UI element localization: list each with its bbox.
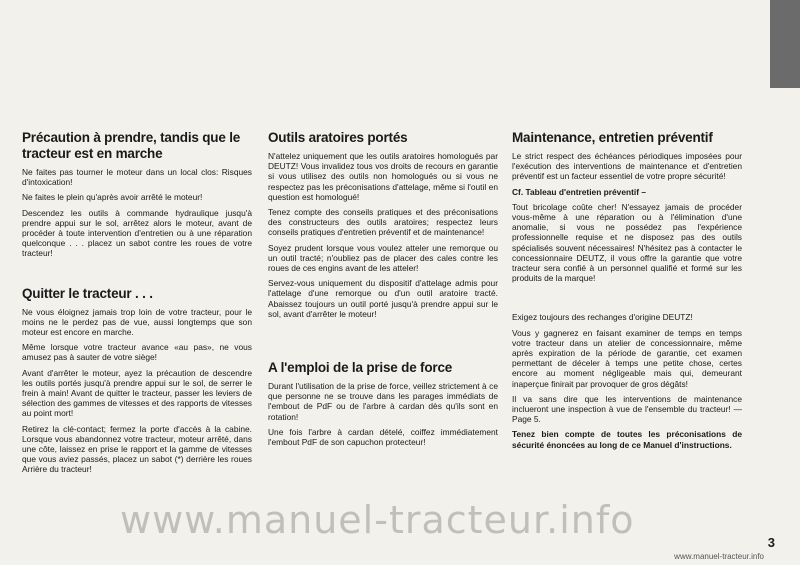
paragraph: Même lorsque votre tracteur avance «au pas», ne vous amusez pas à sauter de votre siège! bbox=[22, 342, 252, 363]
page-number: 3 bbox=[767, 535, 775, 550]
paragraph: Tenez compte des conseils pratiques et des préconisations des constructeurs des outils aratoires; respectez leurs conseils pratiques d'entretien préventif et de maintenance! bbox=[268, 207, 498, 238]
paragraph: Servez-vous uniquement du dispositif d'attelage admis pour l'attelage d'une remorque ou d'un outil aratoire tracté. Abaissez toujours un outil porté jusqu'à prendre appui sur le sol, avant d'arrêter le moteur! bbox=[268, 278, 498, 319]
reference-note: Cf. Tableau d'entretien préventif – bbox=[512, 186, 646, 197]
column-left bbox=[22, 130, 252, 480]
column-right bbox=[512, 130, 742, 455]
paragraph: Le strict respect des échéances périodiques imposées pour l'exécution des interventions de maintenance et d'entretien préventif est un facteur essentiel de votre propre sécurité! bbox=[512, 151, 742, 182]
paragraph: Retirez la clé-contact; fermez la porte d'accès à la cabine. Lorsque vous abandonnez votre tracteur, moteur arrêté, dans une côte, laissez en prise le rapport et la gamme de vitesses que vous aviez passés, placez un sabot (*) derrière les roues Arrière du tracteur! bbox=[22, 423, 252, 475]
paragraph: Il va sans dire que les interventions de maintenance inclueront une inspection à vue de l'ensemble du tracteur! — Page 5. bbox=[512, 393, 742, 425]
page-tab-marker bbox=[770, 0, 800, 88]
paragraph: Une fois l'arbre à cardan dételé, coiffez immédiatement l'embout PdF de son capuchon protecteur! bbox=[268, 426, 498, 448]
closing-note: Tenez bien compte de toutes les préconisations de sécurité énoncées au long de ce Manuel d'instructions. bbox=[512, 429, 742, 450]
paragraph: Vous y gagnerez en faisant examiner de temps en temps votre tracteur dans un atelier de concessionnaire, même après expiration de la période de garantie, cet examen permettant de déceler à temps une petite chose, certes encore au moment négligeable mais qui, demeurant inaperçue finirait par provoquer de gros dégâts! bbox=[512, 327, 742, 389]
column-middle bbox=[268, 130, 498, 452]
heading-prise-de-force: A l'emploi de la prise de force bbox=[268, 360, 453, 376]
heading-quitter: Quitter le tracteur . . . bbox=[22, 285, 153, 301]
paragraph: Avant d'arrêter le moteur, ayez la précaution de descendre les outils portés jusqu'à prendre appui sur le sol, de serrer le frein à main! Avant de quitter le tracteur, passer les leviers de sélection des gammes de vitesses et des rapports de vitesses au point mort! bbox=[22, 367, 252, 419]
paragraph: Exigez toujours des rechanges d'origine DEUTZ! bbox=[512, 312, 693, 323]
paragraph: Descendez les outils à commande hydraulique jusqu'à prendre appui sur le sol, arrêtez alors le moteur, avant de procéder à toute intervention d'entretien ou à une réparation quelconque . . . placez un sabot contre les roues de votre tracteur! bbox=[22, 207, 252, 259]
paragraph: Ne faites le plein qu'après avoir arrêté le moteur! bbox=[22, 192, 203, 203]
paragraph: Durant l'utilisation de la prise de force, veillez strictement à ce que personne ne se trouve dans les parages immédiats de l'embout de PdF ou de l'arbre à cardan dès qu'ils sont en rotation! bbox=[268, 381, 498, 422]
paragraph: Ne vous éloignez jamais trop loin de votre tracteur, pour le moins ne le perdez pas de vue, aussi longtemps que son moteur est encore en marche. bbox=[22, 306, 252, 338]
paragraph: Tout bricolage coûte cher! N'essayez jamais de procéder vous-même à une réparation ou à l'élimination d'une anomalie, si vous ne possédez pas l'expérience professionnelle requise et ne disposez pas des outils spécialisés souvent nécessaires! N'hésitez pas à contacter le concessionnaire DEUTZ, il vous offre la garantie que votre tracteur sera confié à un personnel qualifié et formé sur les produits de la marque! bbox=[512, 201, 742, 284]
heading-outils: Outils aratoires portés bbox=[268, 130, 408, 145]
heading-precaution: Précaution à prendre, tandis que le tracteur est en marche bbox=[22, 130, 241, 161]
paragraph: Soyez prudent lorsque vous voulez atteler une remorque ou un outil tracté; n'oubliez pas de placer des cales contre les roues de ces engins avant de les atteler! bbox=[268, 242, 498, 274]
paragraph: N'attelez uniquement que les outils aratoires homologués par DEUTZ! Vous invalidez tous vos droits de recours en garantie si vous utilisez des outils non homologués ou si vous ne respectez pas les préconisations d'attelage, même si l'outil en question est homologué! bbox=[268, 151, 498, 202]
paragraph: Ne faites pas tourner le moteur dans un local clos: Risques d'intoxication! bbox=[22, 167, 252, 188]
heading-maintenance: Maintenance, entretien préventif bbox=[512, 130, 713, 145]
watermark-small: www.manuel-tracteur.info bbox=[674, 552, 764, 561]
watermark-large: www.manuel-tracteur.info bbox=[120, 498, 635, 542]
